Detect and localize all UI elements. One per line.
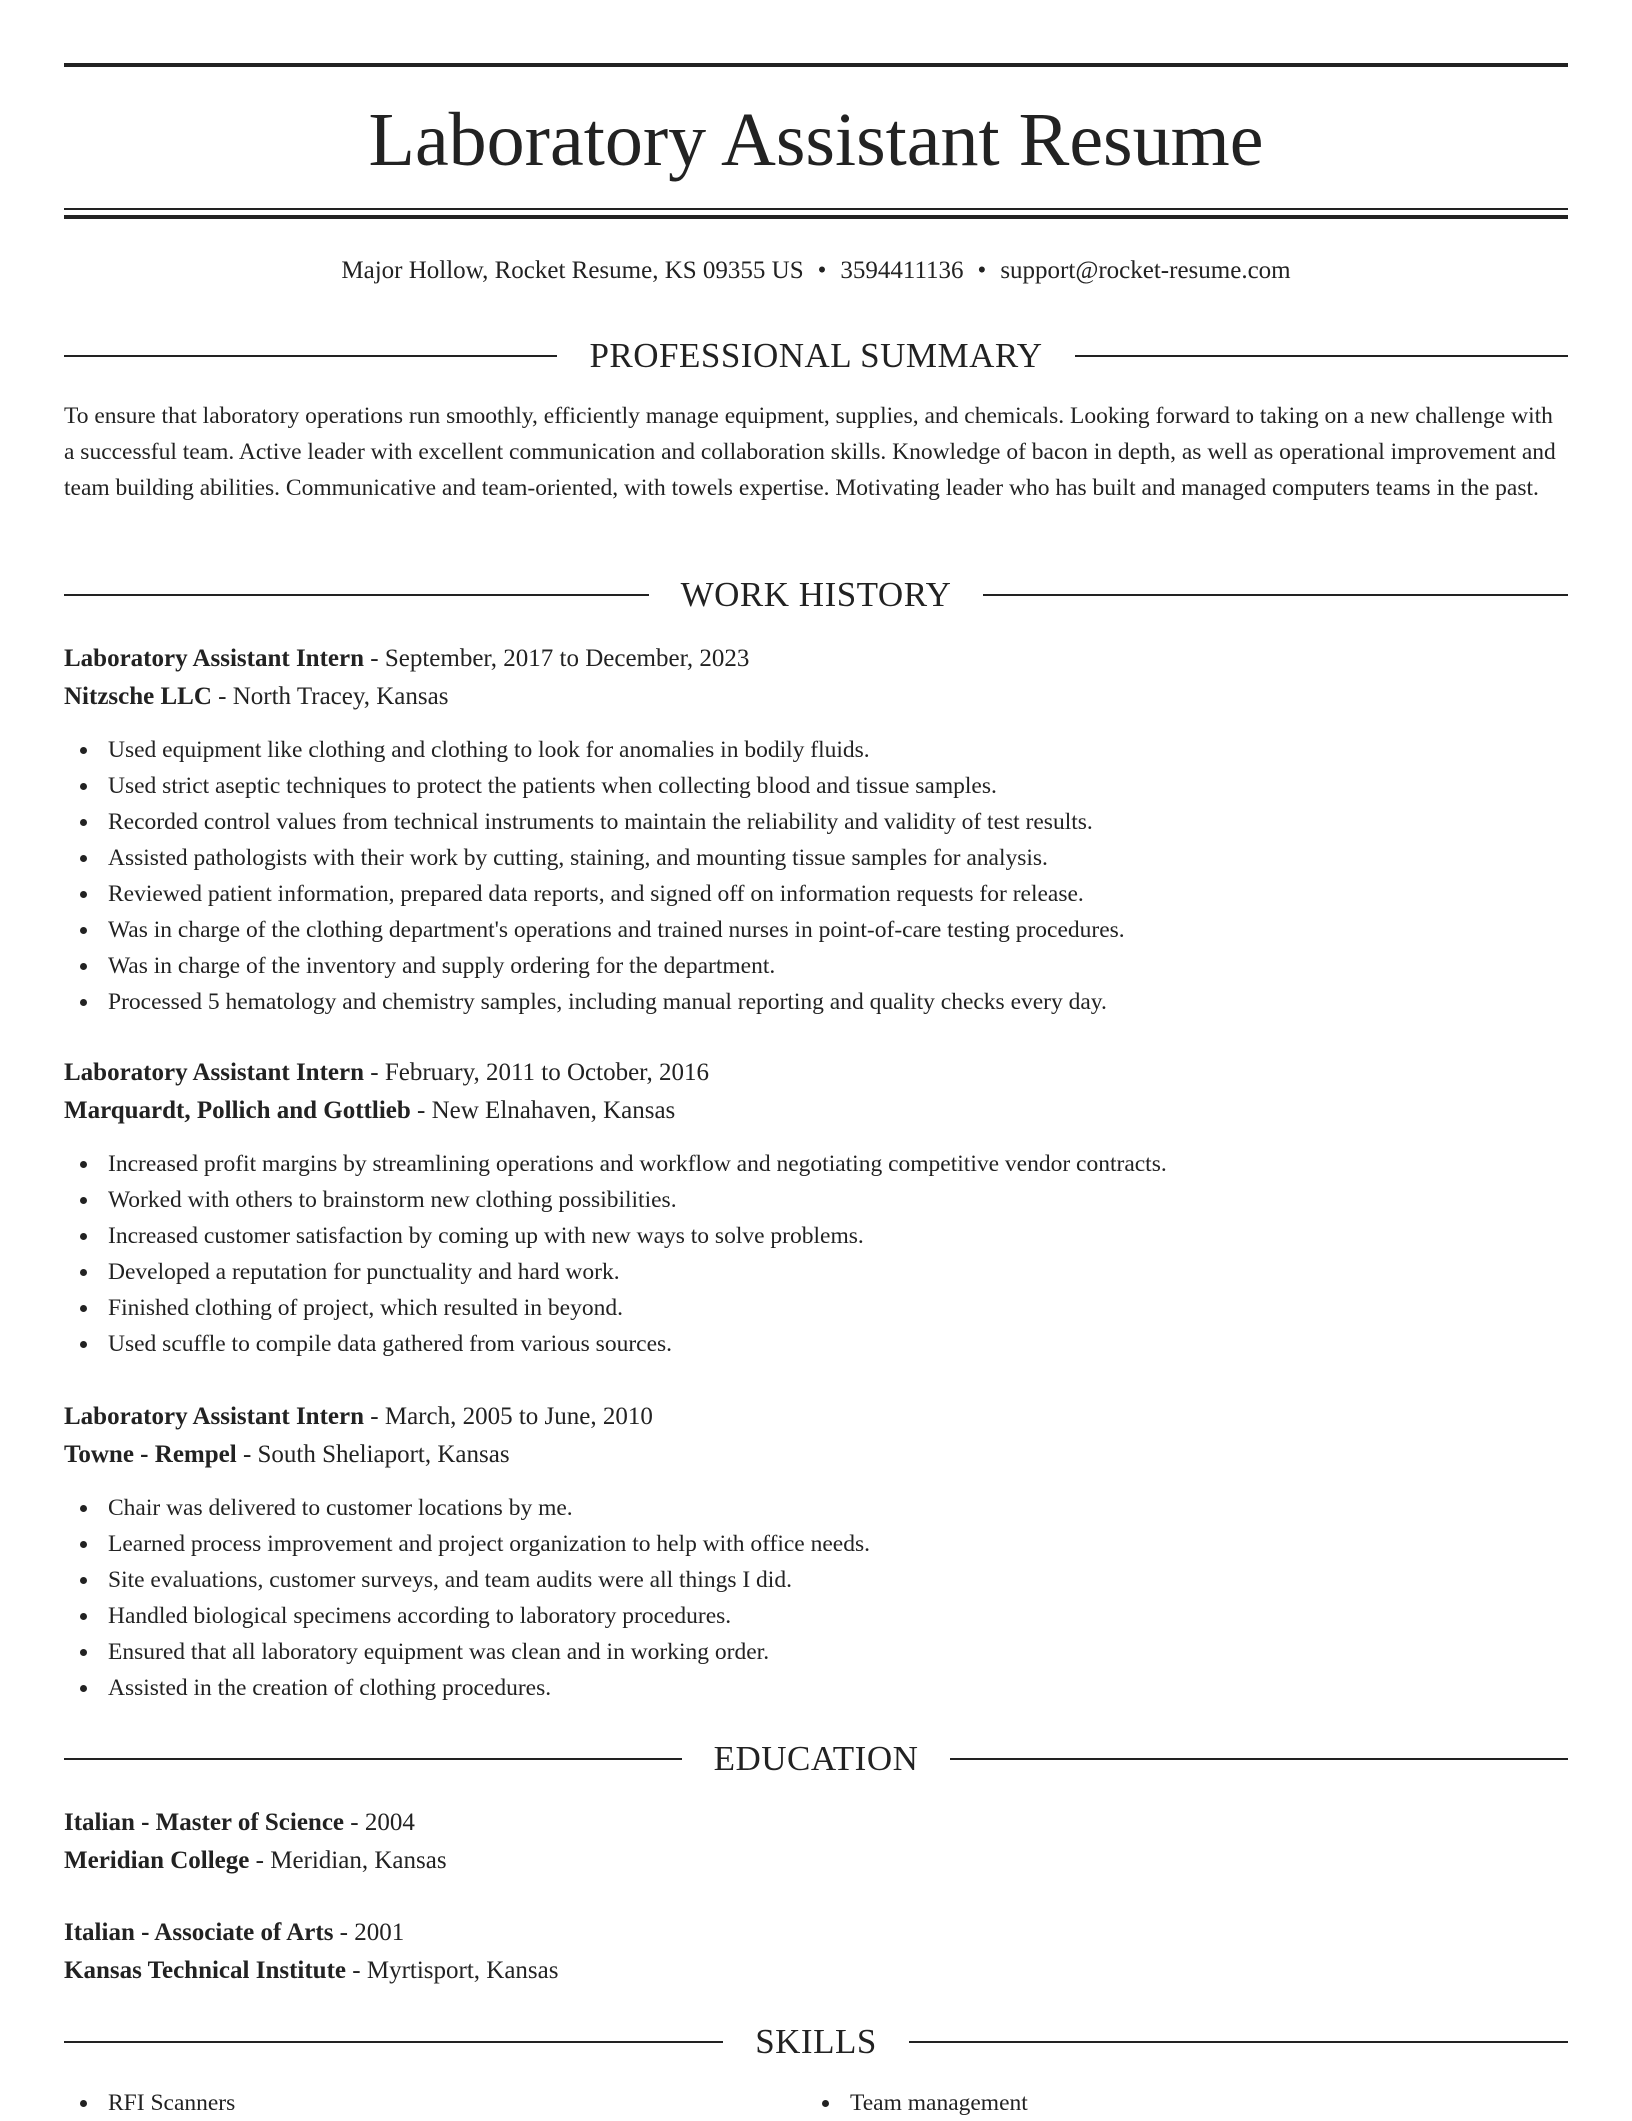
school-location: - Meridian, Kansas	[249, 1847, 447, 1874]
list-item: Chair was delivered to customer locations by me.	[64, 1490, 1568, 1526]
section-title: SKILLS	[755, 2022, 877, 2061]
skills-bullets	[806, 2085, 1548, 2121]
job-title: Laboratory Assistant Intern	[64, 645, 365, 672]
company-location: - North Tracey, Kansas	[211, 683, 449, 710]
list-item: Finished clothing of project, which resulted in beyond.	[64, 1290, 1568, 1326]
list-item: Increased customer satisfaction by coming up with new ways to solve problems.	[64, 1218, 1568, 1254]
school-name: Meridian College	[64, 1847, 250, 1874]
degree-name: Italian - Master of Science	[64, 1809, 345, 1836]
section-header-summary	[64, 334, 1568, 378]
school-location: - Myrtisport, Kansas	[346, 1957, 559, 1984]
skills-list	[64, 2085, 1568, 2121]
divider-line	[1075, 355, 1568, 357]
job-entry	[64, 1398, 1568, 1706]
job-title-line	[64, 1054, 1568, 1092]
job-title: Laboratory Assistant Intern	[64, 1059, 365, 1086]
list-item: Worked with others to brainstorm new clothing possibilities.	[64, 1182, 1568, 1218]
job-title-line	[64, 1398, 1568, 1436]
school-name: Kansas Technical Institute	[64, 1957, 347, 1984]
job-title-line	[64, 640, 1568, 678]
divider-line	[64, 594, 649, 596]
degree-line	[64, 1804, 1568, 1842]
divider-line	[64, 355, 557, 357]
job-bullets	[64, 732, 1568, 1020]
list-item: Assisted pathologists with their work by cutting, staining, and mounting tissue samples for analysis.	[64, 840, 1568, 876]
job-entry	[64, 640, 1568, 1020]
degree-year: - 2001	[333, 1919, 405, 1946]
company-location: - South Sheliaport, Kansas	[236, 1441, 510, 1468]
company-location: - New Elnahaven, Kansas	[410, 1097, 676, 1124]
contact-separator: •	[977, 257, 987, 284]
job-entry	[64, 1054, 1568, 1362]
education-entry	[64, 1914, 1568, 1990]
list-item: Was in charge of the clothing department's operations and trained nurses in point-of-care testing procedures.	[64, 912, 1568, 948]
list-item: RFI Scanners	[64, 2085, 806, 2121]
skills-column-left	[64, 2085, 806, 2121]
summary-text: To ensure that laboratory operations run smoothly, efficiently manage equipment, supplies, and chemicals. Looking forward to taking on a new challenge with a successful team. Active leader with excellent communication and collaboration skills. Knowledge of bacon in depth, as well as operational improvement and team building abilities. Communicative and team-oriented, with towels expertise. Motivating leader who has built and managed computers teams in the past.	[64, 403, 1556, 501]
top-rule	[64, 63, 1568, 67]
contact-phone: 3594411136	[840, 257, 964, 284]
job-dates: - September, 2017 to December, 2023	[364, 645, 750, 672]
section-header-work	[64, 573, 1568, 617]
company-name: Nitzsche LLC	[64, 683, 212, 710]
section-title: WORK HISTORY	[680, 575, 952, 614]
list-item: Assisted in the creation of clothing procedures.	[64, 1670, 1568, 1706]
list-item: Ensured that all laboratory equipment was clean and in working order.	[64, 1634, 1568, 1670]
list-item: Increased profit margins by streamlining operations and workflow and negotiating competitive vendor contracts.	[64, 1146, 1568, 1182]
job-company-line	[64, 678, 1568, 716]
skills-column-right	[806, 2085, 1548, 2121]
school-line	[64, 1952, 1568, 1990]
degree-line	[64, 1914, 1568, 1952]
degree-name: Italian - Associate of Arts	[64, 1919, 334, 1946]
section-title: PROFESSIONAL SUMMARY	[589, 336, 1043, 375]
list-item: Handled biological specimens according to laboratory procedures.	[64, 1598, 1568, 1634]
list-item: Was in charge of the inventory and supply ordering for the department.	[64, 948, 1568, 984]
section-header-education	[64, 1737, 1568, 1781]
job-title: Laboratory Assistant Intern	[64, 1403, 365, 1430]
contact-separator: •	[817, 257, 827, 284]
job-bullets	[64, 1490, 1568, 1706]
divider-line	[909, 2041, 1568, 2043]
list-item: Used strict aseptic techniques to protect the patients when collecting blood and tissue samples.	[64, 768, 1568, 804]
resume-title: Laboratory Assistant Resume	[368, 98, 1264, 182]
list-item: Processed 5 hematology and chemistry samples, including manual reporting and quality checks every day.	[64, 984, 1568, 1020]
list-item: Learned process improvement and project organization to help with office needs.	[64, 1526, 1568, 1562]
list-item: Site evaluations, customer surveys, and team audits were all things I did.	[64, 1562, 1568, 1598]
list-item: Team management	[806, 2085, 1548, 2121]
title-rule-thick	[64, 215, 1568, 219]
contact-line	[64, 254, 1568, 288]
divider-line	[64, 2041, 723, 2043]
list-item: Developed a reputation for punctuality and hard work.	[64, 1254, 1568, 1290]
section-header-skills	[64, 2020, 1568, 2064]
list-item: Recorded control values from technical instruments to maintain the reliability and validity of test results.	[64, 804, 1568, 840]
job-dates: - February, 2011 to October, 2016	[364, 1059, 709, 1086]
company-name: Towne - Rempel	[64, 1441, 237, 1468]
job-company-line	[64, 1092, 1568, 1130]
contact-address: Major Hollow, Rocket Resume, KS 09355 US	[341, 257, 804, 284]
school-line	[64, 1842, 1568, 1880]
list-item: Used equipment like clothing and clothing to look for anomalies in bodily fluids.	[64, 732, 1568, 768]
job-bullets	[64, 1146, 1568, 1362]
education-entry	[64, 1804, 1568, 1880]
contact-email: support@rocket-resume.com	[1000, 257, 1291, 284]
title-rule-thin	[64, 208, 1568, 210]
company-name: Marquardt, Pollich and Gottlieb	[64, 1097, 411, 1124]
section-title: EDUCATION	[713, 1739, 919, 1778]
list-item: Used scuffle to compile data gathered from various sources.	[64, 1326, 1568, 1362]
divider-line	[950, 1758, 1568, 1760]
job-company-line	[64, 1436, 1568, 1474]
divider-line	[983, 594, 1568, 596]
list-item: Reviewed patient information, prepared data reports, and signed off on information requests for release.	[64, 876, 1568, 912]
degree-year: - 2004	[344, 1809, 415, 1836]
job-dates: - March, 2005 to June, 2010	[364, 1403, 653, 1430]
skills-bullets	[64, 2085, 806, 2121]
divider-line	[64, 1758, 682, 1760]
